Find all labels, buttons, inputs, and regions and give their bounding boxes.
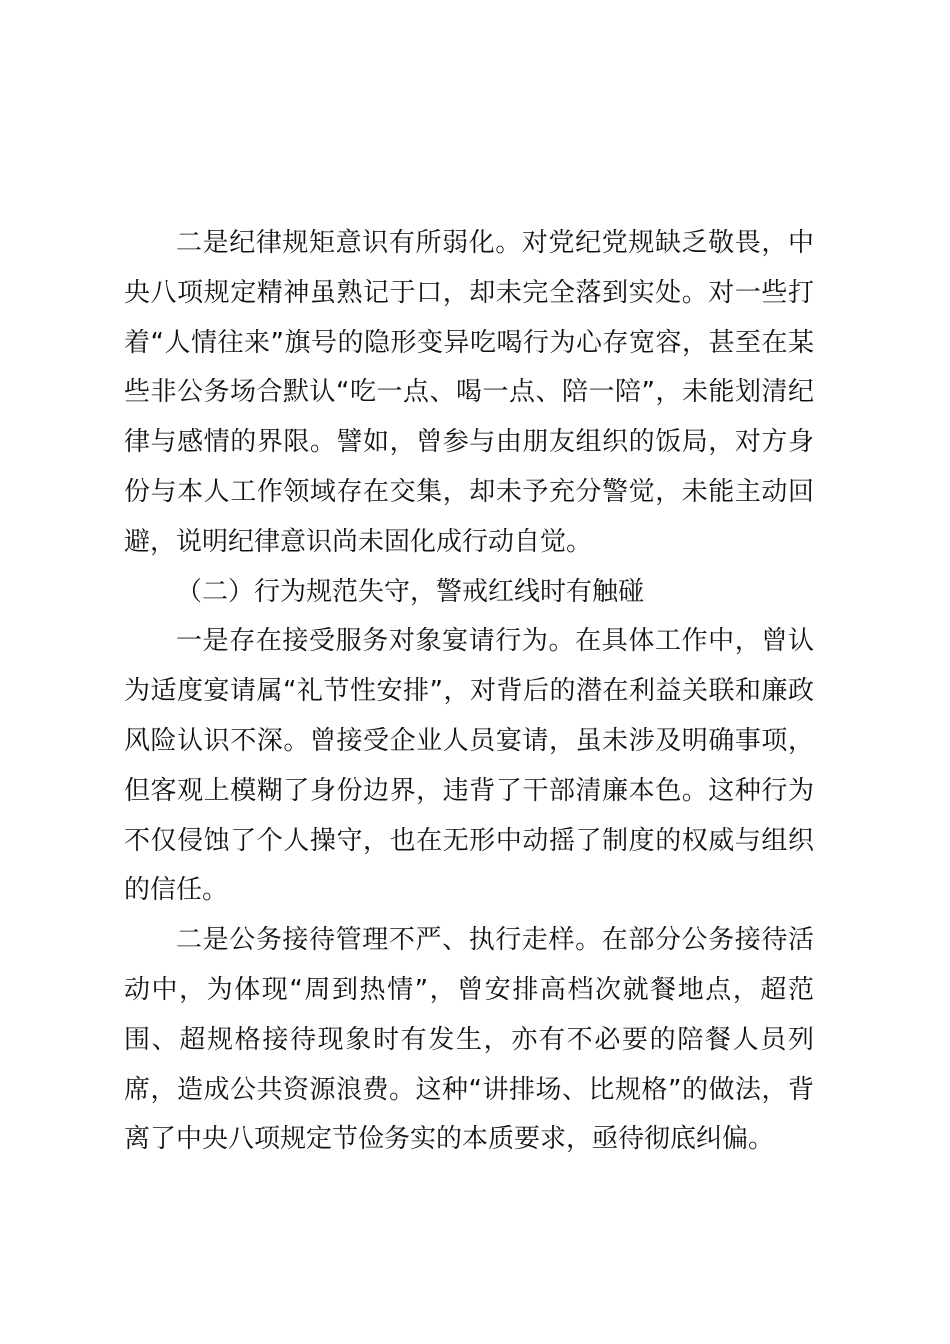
paragraph-discipline-awareness: 二是纪律规矩意识有所弱化。对党纪党规缺乏敬畏，中央八项规定精神虽熟记于口，却未完全落到实处。对一些打着“人情往来”旗号的隐形变异吃喝行为心存宽容，甚至在某些非公务场合默认“吃一点、喝一点、陪一陪”，未能划清纪律与感情的界限。譬如，曾参与由朋友组织的饭局，对方身份与本人工作领域存在交集，却未予充分警觉，未能主动回避，说明纪律意识尚未固化成行动自觉。	[124, 228, 814, 557]
paragraph-accepting-banquets: 一是存在接受服务对象宴请行为。在具体工作中，曾认为适度宴请属“礼节性安排”，对背后的潜在利益关联和廉政风险认识不深。曾接受企业人员宴请，虽未涉及明确事项，但客观上模糊了身份边界，违背了干部清廉本色。这种行为不仅侵蚀了个人操守，也在无形中动摇了制度的权威与组织的信任。	[124, 626, 814, 906]
document-body	[124, 219, 814, 1165]
section-heading-behavior-norms: （二）行为规范失守，警戒红线时有触碰	[176, 576, 645, 607]
paragraph-official-reception: 二是公务接待管理不严、执行走样。在部分公务接待活动中，为体现“周到热情”，曾安排高档次就餐地点，超范围、超规格接待现象时有发生，亦有不必要的陪餐人员列席，造成公共资源浪费。这种“讲排场、比规格”的做法，背离了中央八项规定节俭务实的本质要求，亟待彻底纠偏。	[124, 925, 814, 1155]
